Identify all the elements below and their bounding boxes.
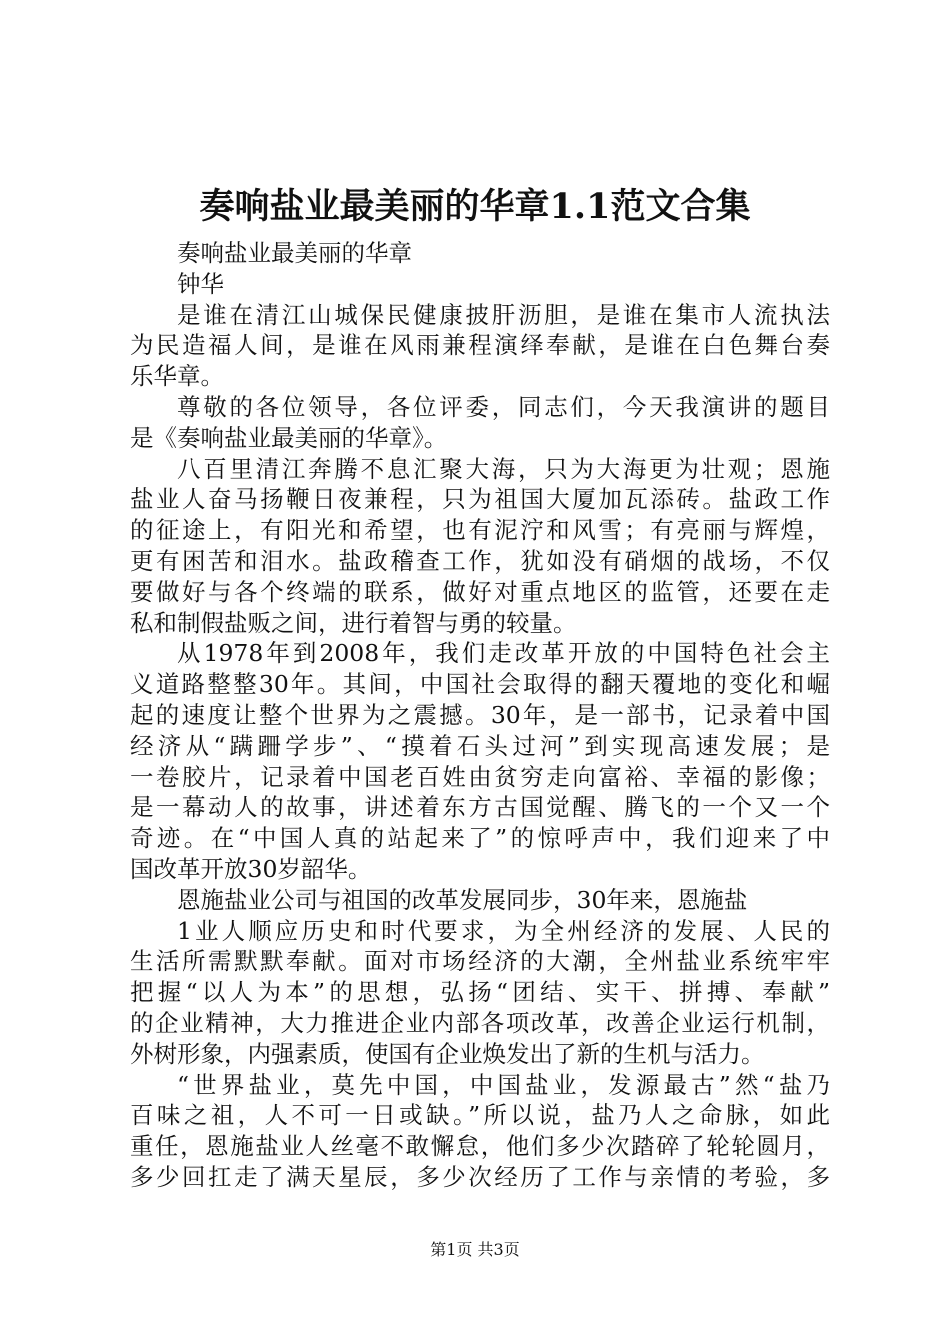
text-line: 国改革开放30岁韶华。 (130, 854, 372, 883)
text-line: 恩施盐业公司与祖国的改革发展同步，30年来，恩施盐 (177, 885, 748, 914)
text-line: 起的速度让整个世界为之震撼。30年，是一部书，记录着中国 (130, 700, 830, 729)
text-line: 钟华 (177, 269, 224, 298)
text-line: 从1978年到2008年，我们走改革开放的中国特色社会主 (177, 639, 830, 668)
text-line: 是一幕动人的故事，讲述着东方古国觉醒、腾飞的一个又一个 (130, 793, 830, 822)
text-line: 是谁在清江山城保民健康披肝沥胆，是谁在集市人流执法 (177, 300, 830, 329)
text-line: 生活所需默默奉献。面对市场经济的大潮，全州盐业系统牢牢 (130, 947, 830, 976)
text-line: 多少回扛走了满天星辰，多少次经历了工作与亲情的考验，多 (130, 1162, 830, 1191)
text-line: 百味之祖，人不可一日或缺。”所以说，盐乃人之命脉，如此 (130, 1101, 830, 1130)
text-line: 奏响盐业最美丽的华章 (177, 239, 412, 267)
text-line: 八百里清江奔腾不息汇聚大海，只为大海更为壮观；恩施 (177, 454, 830, 483)
text-line: 的企业精神，大力推进企业内部各项改革，改善企业运行机制， (130, 1008, 830, 1037)
text-line: 一卷胶片，记录着中国老百姓由贫穷走向富裕、幸福的影像； (130, 762, 830, 791)
text-line: 为民造福人间，是谁在风雨兼程演绎奉献，是谁在白色舞台奏 (130, 331, 830, 360)
text-line: 1业人顺应历史和时代要求，为全州经济的发展、人民的 (177, 916, 830, 945)
text-line: 私和制假盐贩之间，进行着智与勇的较量。 (130, 608, 577, 637)
page-footer: 第1页 共3页 (430, 1240, 520, 1259)
document-body (130, 238, 830, 1193)
text-line: 盐业人奋马扬鞭日夜兼程，只为祖国大厦加瓦添砖。盐政工作 (130, 485, 830, 514)
document-title: 奏响盐业最美丽的华章1.1范文合集 (199, 186, 751, 227)
text-line: 是《奏响盐业最美丽的华章》。 (130, 423, 448, 452)
text-line: 奇迹。在“中国人真的站起来了”的惊呼声中，我们迎来了中 (130, 824, 830, 853)
text-line: 经济从“蹒跚学步”、“摸着石头过河”到实现高速发展；是 (130, 731, 830, 760)
text-line: 义道路整整30年。其间，中国社会取得的翻天覆地的变化和崛 (130, 670, 830, 699)
text-line: 外树形象，内强素质，使国有企业焕发出了新的生机与活力。 (130, 1039, 765, 1068)
text-line: 重任，恩施盐业人丝毫不敢懈怠，他们多少次踏碎了轮轮圆月， (130, 1132, 830, 1161)
text-line: “世界盐业，莫先中国，中国盐业，发源最古”然“盐乃 (177, 1070, 830, 1099)
text-line: 把握“以人为本”的思想，弘扬“团结、实干、拼搏、奉献” (130, 978, 830, 1007)
text-line: 更有困苦和泪水。盐政稽查工作，犹如没有硝烟的战场，不仅 (130, 546, 830, 575)
text-line: 乐华章。 (130, 362, 224, 391)
text-line: 要做好与各个终端的联系，做好对重点地区的监管，还要在走 (130, 577, 830, 606)
text-line: 尊敬的各位领导，各位评委，同志们，今天我演讲的题目 (177, 392, 830, 421)
text-line: 的征途上，有阳光和希望，也有泥泞和风雪；有亮丽与辉煌， (130, 516, 830, 545)
